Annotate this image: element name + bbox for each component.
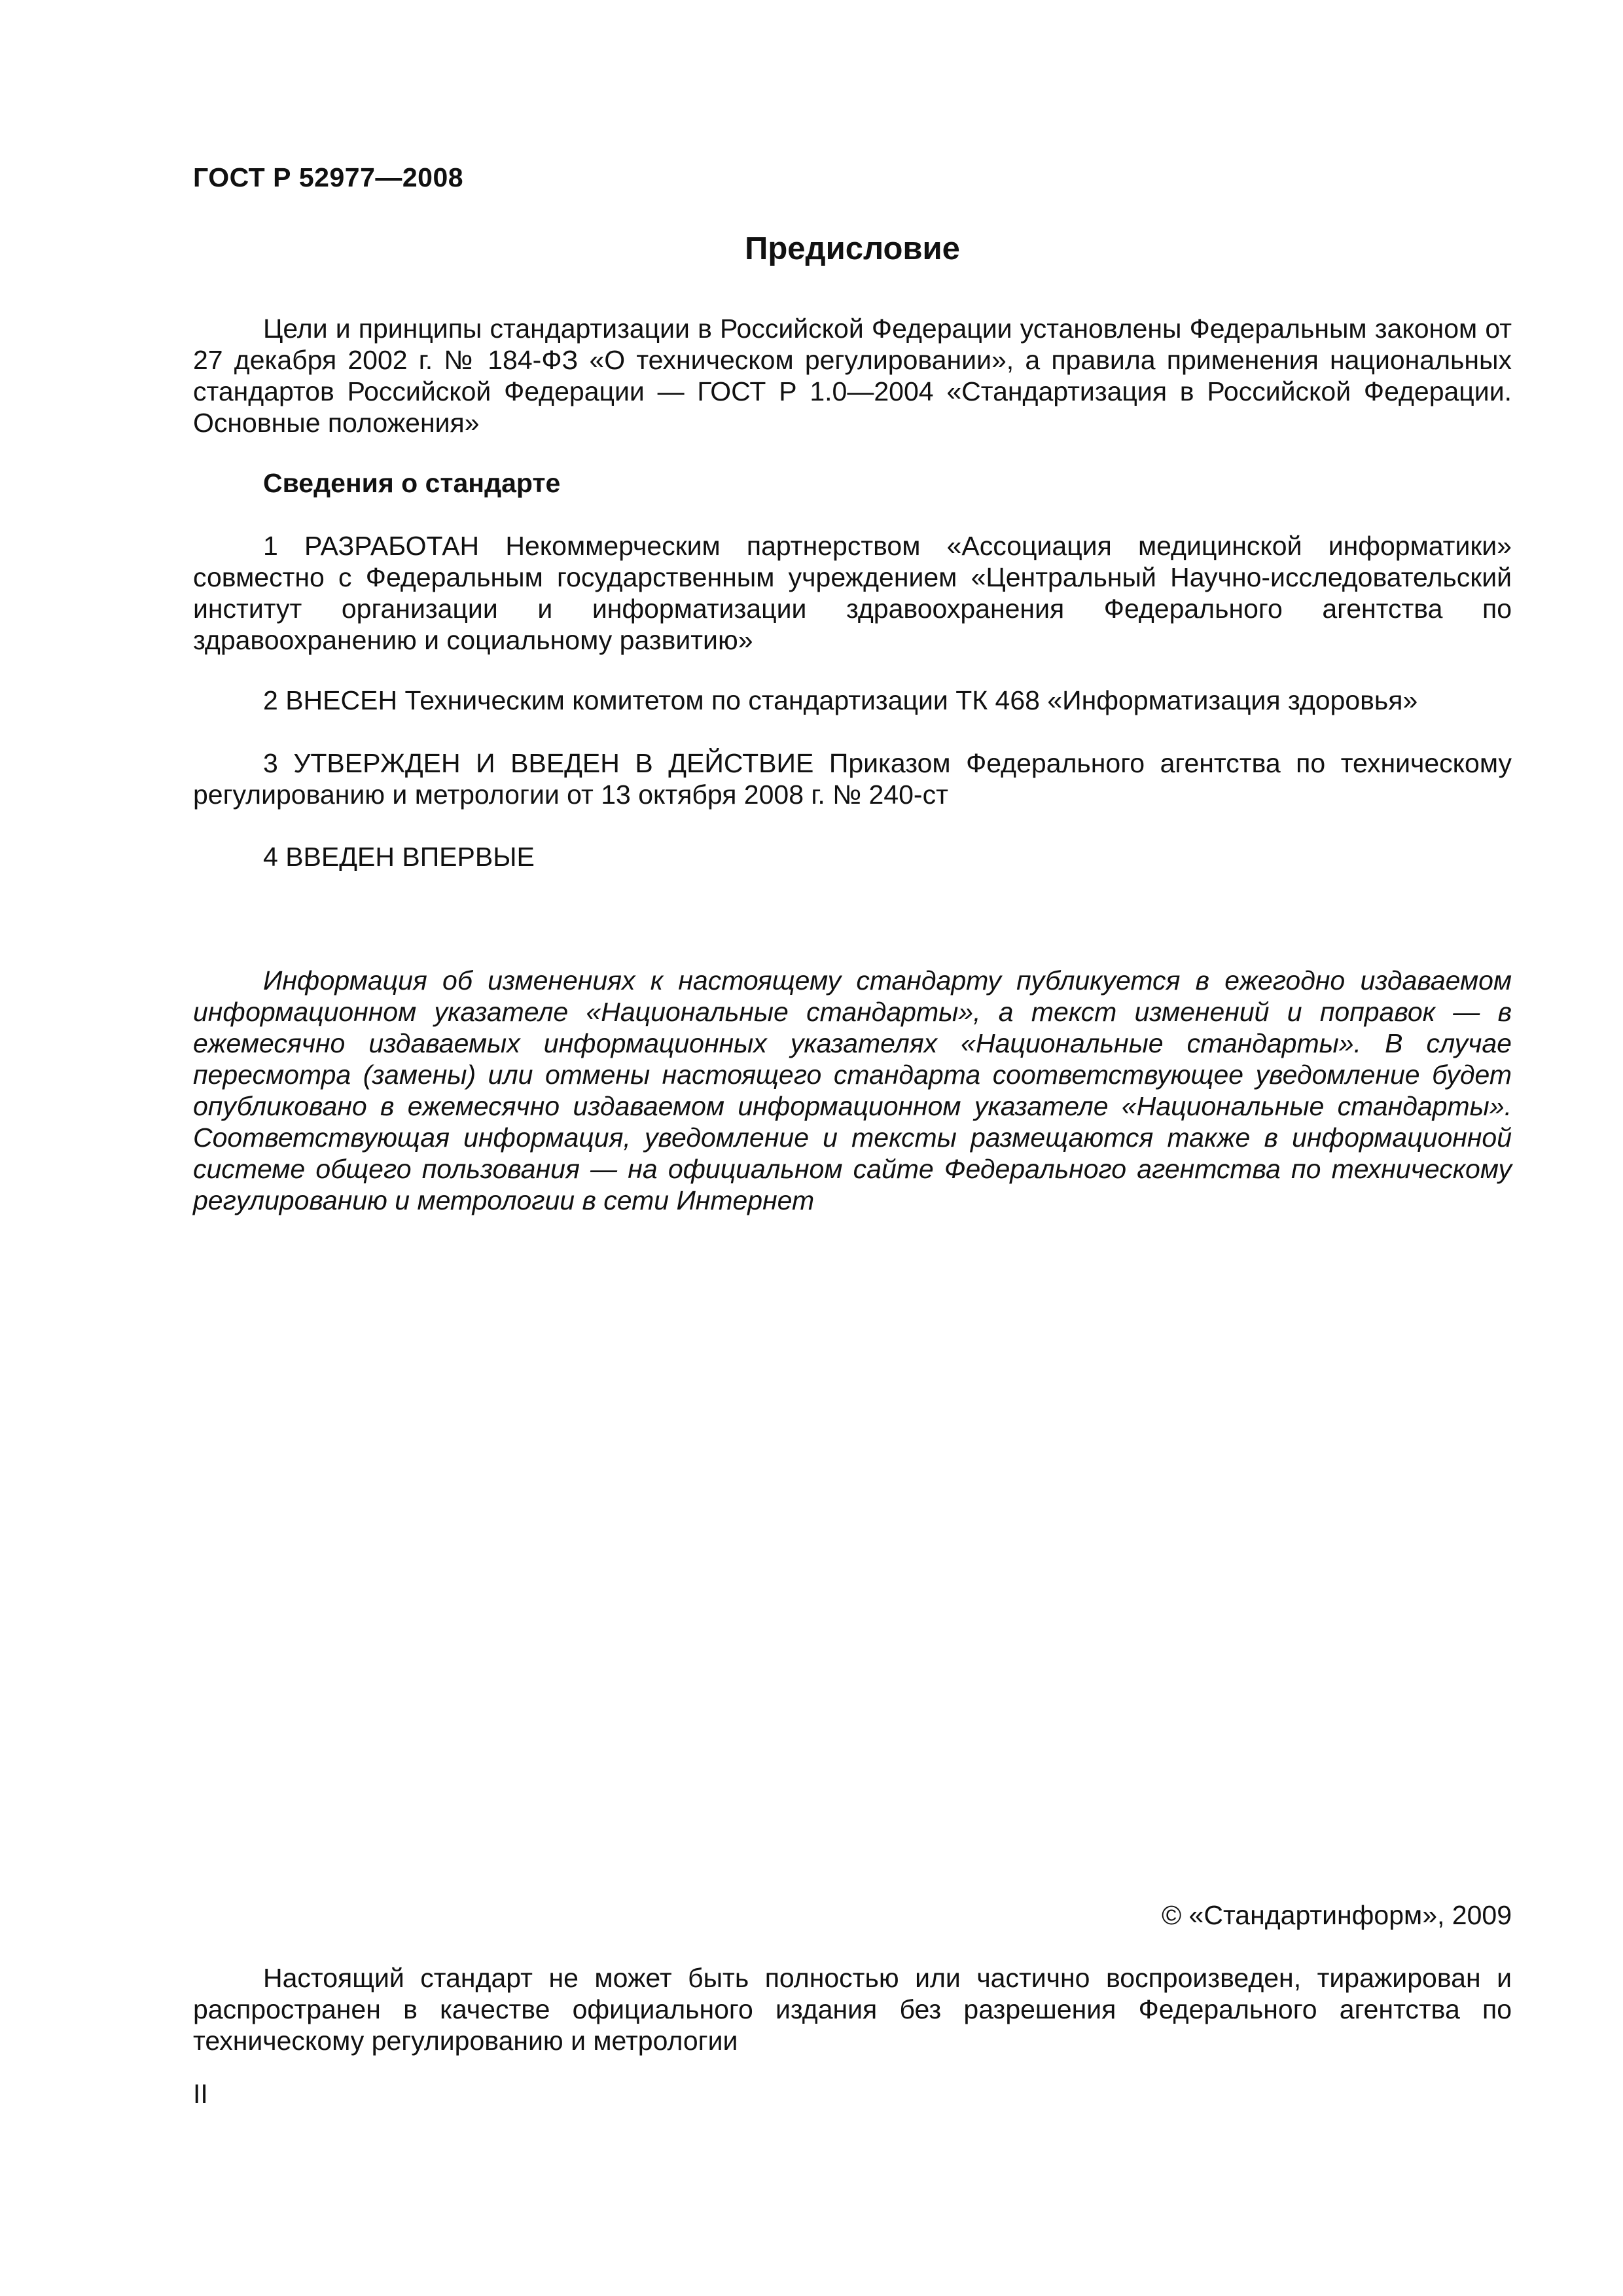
amendments-notice: Информация об изменениях к настоящему стандарту публикуется в ежегодно издаваемом информационном указателе «Национальные стандарты», а текст изменений и поправок — в ежемесячно издаваемых информационных указателях «Национальные стандарты». В случае пересмотра (замены) или отмены настоящего стандарта соответствующее уведомление будет опубликовано в ежемесячно издаваемом информационном указателе «Национальные стандарты». Соответствующая информация, уведомление и тексты размещаются также в информационной системе общего пользования — на официальном сайте Федерального агентства по техническому регулированию и метрологии в сети Интернет — [193, 965, 1512, 1215]
page-title: Предисловие — [745, 231, 960, 266]
standard-info-item-4: 4 ВВЕДЕН ВПЕРВЫЕ — [263, 842, 535, 872]
standard-info-item-3: 3 УТВЕРЖДЕН И ВВЕДЕН В ДЕЙСТВИЕ Приказом Федерального агентства по техническому регулированию и метрологии от 13 октября 2008 г. № 240-ст — [193, 748, 1512, 810]
standard-info-heading: Сведения о стандарте — [263, 468, 561, 498]
standard-info-item-2: 2 ВНЕСЕН Техническим комитетом по стандартизации ТК 468 «Информатизация здоровья» — [263, 685, 1418, 715]
standard-info-item-1: 1 РАЗРАБОТАН Некоммерческим партнерством «Ассоциация медицинской информатики» совместно с Федеральным государственным учреждением «Центральный Научно-исследовательский институт организации и информатизации здравоохранения Федерального агентства по здравоохранению и социальному развитию» — [193, 531, 1512, 655]
document-code: ГОСТ Р 52977—2008 — [193, 162, 464, 192]
intro-paragraph: Цели и принципы стандартизации в Российской Федерации установлены Федеральным законом от 27 декабря 2002 г. № 184-ФЗ «О техническом регулировании», а правила применения национальных стандартов Российской Федерации — ГОСТ Р 1.0—2004 «Стандартизация в Российской Федерации. Основные положения» — [193, 314, 1512, 438]
reproduction-notice: Настоящий стандарт не может быть полностью или частично воспроизведен, тиражирован и распространен в качестве официального издания без разрешения Федерального агентства по техническому регулированию и метрологии — [193, 1963, 1512, 2056]
page-number: II — [193, 2079, 208, 2109]
copyright-line: © «Стандартинформ», 2009 — [1161, 1900, 1512, 1930]
